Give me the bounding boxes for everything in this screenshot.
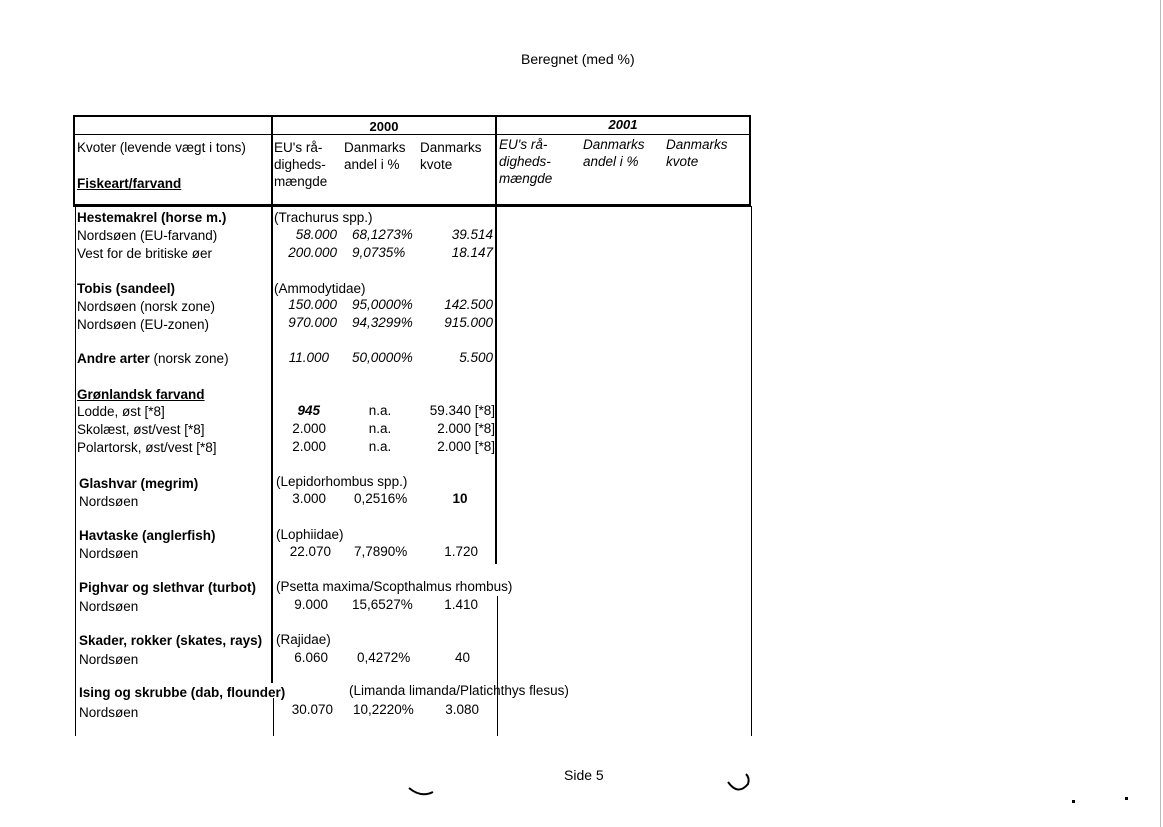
- year-2001-header: 2001: [608, 117, 638, 132]
- area-label: Nordsøen (norsk zone): [77, 299, 216, 314]
- share-value: 50,0000%: [352, 350, 413, 365]
- col-2001-eu-header: EU's rå- digheds- mængde: [499, 137, 553, 186]
- species-title: Ising og skrubbe (dab, flounder): [79, 685, 286, 700]
- share-value: 0,2516%: [354, 491, 408, 506]
- col-2001-share-header: Danmarks andel i %: [583, 137, 645, 169]
- eu-value: 30.070: [291, 702, 333, 717]
- species-title: Hestemakrel (horse m.): [77, 210, 227, 225]
- quota-value: 1.410: [444, 597, 478, 612]
- area-label: Nordsøen: [79, 494, 139, 509]
- share-value: n.a.: [368, 439, 392, 454]
- quota-value: 915.000: [444, 315, 493, 330]
- area-label: Nordsøen (EU-farvand): [77, 228, 218, 243]
- area-label: Nordsøen: [79, 705, 139, 720]
- col-2000-share-header: Danmarks andel i %: [344, 140, 406, 172]
- share-value: n.a.: [368, 421, 392, 436]
- year-2000-header: 2000: [369, 119, 399, 134]
- species-latin: (Limanda limanda/Platichthys flesus): [349, 683, 569, 698]
- eu-value: 6.060: [294, 650, 328, 665]
- species-title: Pighvar og slethvar (turbot): [79, 580, 257, 595]
- share-value: 68,1273%: [352, 227, 413, 242]
- quota-value: 2.000 [*8]: [437, 421, 495, 436]
- species-latin: (Lepidorhombus spp.): [276, 474, 408, 489]
- eu-value: 22.070: [289, 544, 331, 559]
- col-2001-quota-header: Danmarks kvote: [666, 137, 728, 169]
- share-value: 15,6527%: [352, 597, 413, 612]
- area-label: Polartorsk, øst/vest [*8]: [77, 440, 217, 455]
- punch-mark-left: [406, 784, 436, 798]
- area-label: Nordsøen (EU-zonen): [77, 317, 210, 332]
- quota-value: 3.080: [445, 702, 479, 717]
- quota-value: 40: [454, 650, 470, 665]
- quota-value: 10: [452, 491, 468, 506]
- scan-dot: [1125, 797, 1128, 800]
- species-latin: (Ammodytidae): [274, 281, 366, 296]
- species-title: Tobis (sandeel): [77, 281, 176, 296]
- quota-value: 2.000 [*8]: [437, 439, 495, 454]
- eu-value: 9.000: [294, 597, 328, 612]
- species-title: Skader, rokker (skates, rays): [79, 633, 263, 648]
- share-value: 9,0735%: [352, 245, 406, 260]
- punch-mark-right: [724, 770, 754, 796]
- eu-value: 2.000: [292, 439, 326, 454]
- eu-value: 3.000: [292, 491, 326, 506]
- quota-value: 1.720: [444, 544, 478, 559]
- quota-value: 59.340 [*8]: [429, 403, 495, 418]
- page-number: Side 5: [564, 767, 604, 783]
- eu-value: 200.000: [288, 245, 337, 260]
- area-label: Nordsøen: [79, 652, 139, 667]
- share-value: 0,4272%: [357, 650, 411, 665]
- area-label: Nordsøen: [79, 546, 139, 561]
- section-title: Grønlandsk farvand: [77, 387, 205, 402]
- share-value: 94,3299%: [352, 315, 413, 330]
- species-title: Havtaske (anglerfish): [79, 528, 216, 543]
- species-latin: (Psetta maxima/Scopthalmus rhombus): [276, 579, 513, 594]
- area-label: Lodde, øst [*8]: [77, 404, 165, 419]
- area-label: Vest for de britiske øer: [77, 246, 213, 261]
- page-heading: Beregnet (med %): [521, 51, 635, 67]
- quota-value: 39.514: [451, 227, 493, 242]
- species-latin: (Lophiidae): [276, 527, 344, 542]
- species-latin: (Rajidae): [276, 632, 331, 647]
- species-title: Glashvar (megrim): [79, 476, 199, 491]
- quota-unit-label: Kvoter (levende vægt i tons): [77, 140, 246, 155]
- share-value: 10,2220%: [353, 702, 414, 717]
- col-2000-eu-header: EU's rå- digheds- mængde: [274, 140, 328, 189]
- area-label: Nordsøen: [79, 599, 139, 614]
- scan-edge: [1160, 0, 1161, 827]
- share-value: n.a.: [368, 403, 392, 418]
- quota-value: 18.147: [451, 245, 493, 260]
- scan-dot: [1072, 800, 1075, 803]
- share-value: 7,7890%: [354, 544, 408, 559]
- quota-value: 5.500: [459, 350, 493, 365]
- species-latin: (Trachurus spp.): [274, 210, 373, 225]
- share-value: 95,0000%: [352, 297, 413, 312]
- eu-value: 150.000: [288, 297, 337, 312]
- area-label: Skolæst, øst/vest [*8]: [77, 422, 205, 437]
- eu-value: 2.000: [292, 421, 326, 436]
- eu-value: 11.000: [288, 350, 329, 365]
- quota-value: 142.500: [444, 297, 493, 312]
- area-label: Andre arter (norsk zone): [77, 351, 229, 366]
- eu-value: 970.000: [288, 315, 337, 330]
- eu-value: 945: [297, 403, 320, 418]
- eu-value: 58.000: [295, 227, 337, 242]
- col-2000-quota-header: Danmarks kvote: [420, 140, 482, 172]
- species-area-label: Fiskeart/farvand: [77, 176, 182, 191]
